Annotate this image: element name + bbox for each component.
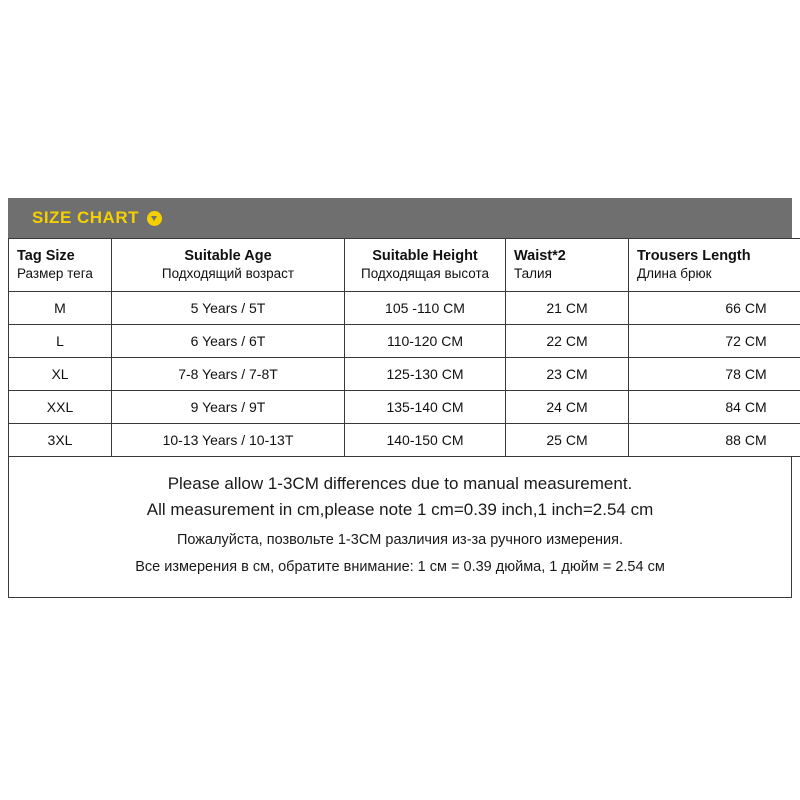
chevron-down-icon	[147, 211, 162, 226]
table-header-row	[9, 239, 800, 292]
table-row	[9, 358, 800, 391]
size-chart-card	[8, 198, 792, 598]
table-header-cell-suitable-height: Suitable Height Подходящая высота	[345, 239, 506, 292]
cell-tag-size: 3XL	[9, 424, 112, 457]
cell-waist: 22 CM	[506, 325, 629, 358]
cell-tag-size: M	[9, 292, 112, 325]
table-header-cell-tag-size: Tag Size Размер тега	[9, 239, 112, 292]
cell-trousers-length: 78 CM	[629, 358, 800, 391]
cell-tag-size: L	[9, 325, 112, 358]
cell-suitable-height: 140-150 CM	[345, 424, 506, 457]
table-row	[9, 391, 800, 424]
table-header-cell-suitable-age: Suitable Age Подходящий возраст	[112, 239, 345, 292]
size-chart-table	[8, 238, 800, 457]
note-en-line2: All measurement in cm,please note 1 cm=0.39 inch,1 inch=2.54 cm	[146, 500, 654, 520]
cell-waist: 25 CM	[506, 424, 629, 457]
cell-suitable-height: 110-120 CM	[345, 325, 506, 358]
note-ru-line2: Все измерения в см, обратите внимание: 1 см = 0.39 дюйма, 1 дюйм = 2.54 см	[135, 559, 665, 576]
cell-waist: 23 CM	[506, 358, 629, 391]
table-header-cell-waist: Waist*2 Талия	[506, 239, 629, 292]
cell-suitable-height: 135-140 CM	[345, 391, 506, 424]
table-row	[9, 325, 800, 358]
size-chart-header	[8, 198, 792, 238]
note-en-line1: Please allow 1-3CM differences due to manual measurement.	[167, 474, 633, 493]
table-row	[9, 292, 800, 325]
cell-suitable-height: 105 -110 CM	[345, 292, 506, 325]
cell-trousers-length: 84 CM	[629, 391, 800, 424]
cell-tag-size: XXL	[9, 391, 112, 424]
cell-suitable-age: 9 Years / 9T	[112, 391, 345, 424]
cell-trousers-length: 72 CM	[629, 325, 800, 358]
cell-suitable-age: 6 Years / 6T	[112, 325, 345, 358]
cell-waist: 21 CM	[506, 292, 629, 325]
cell-tag-size: XL	[9, 358, 112, 391]
cell-suitable-age: 5 Years / 5T	[112, 292, 345, 325]
cell-suitable-height: 125-130 CM	[345, 358, 506, 391]
note-ru-line1: Пожалуйста, позвольте 1-3CM различия из-за ручного измерения.	[176, 531, 624, 548]
cell-waist: 24 CM	[506, 391, 629, 424]
table-row	[9, 424, 800, 457]
page-title: SIZE CHART	[32, 208, 139, 227]
cell-trousers-length: 88 CM	[629, 424, 800, 457]
measurement-notes	[8, 457, 792, 598]
table-header-cell-trousers-length: Trousers Length Длина брюк	[629, 239, 800, 292]
cell-trousers-length: 66 CM	[629, 292, 800, 325]
cell-suitable-age: 10-13 Years / 10-13T	[112, 424, 345, 457]
cell-suitable-age: 7-8 Years / 7-8T	[112, 358, 345, 391]
